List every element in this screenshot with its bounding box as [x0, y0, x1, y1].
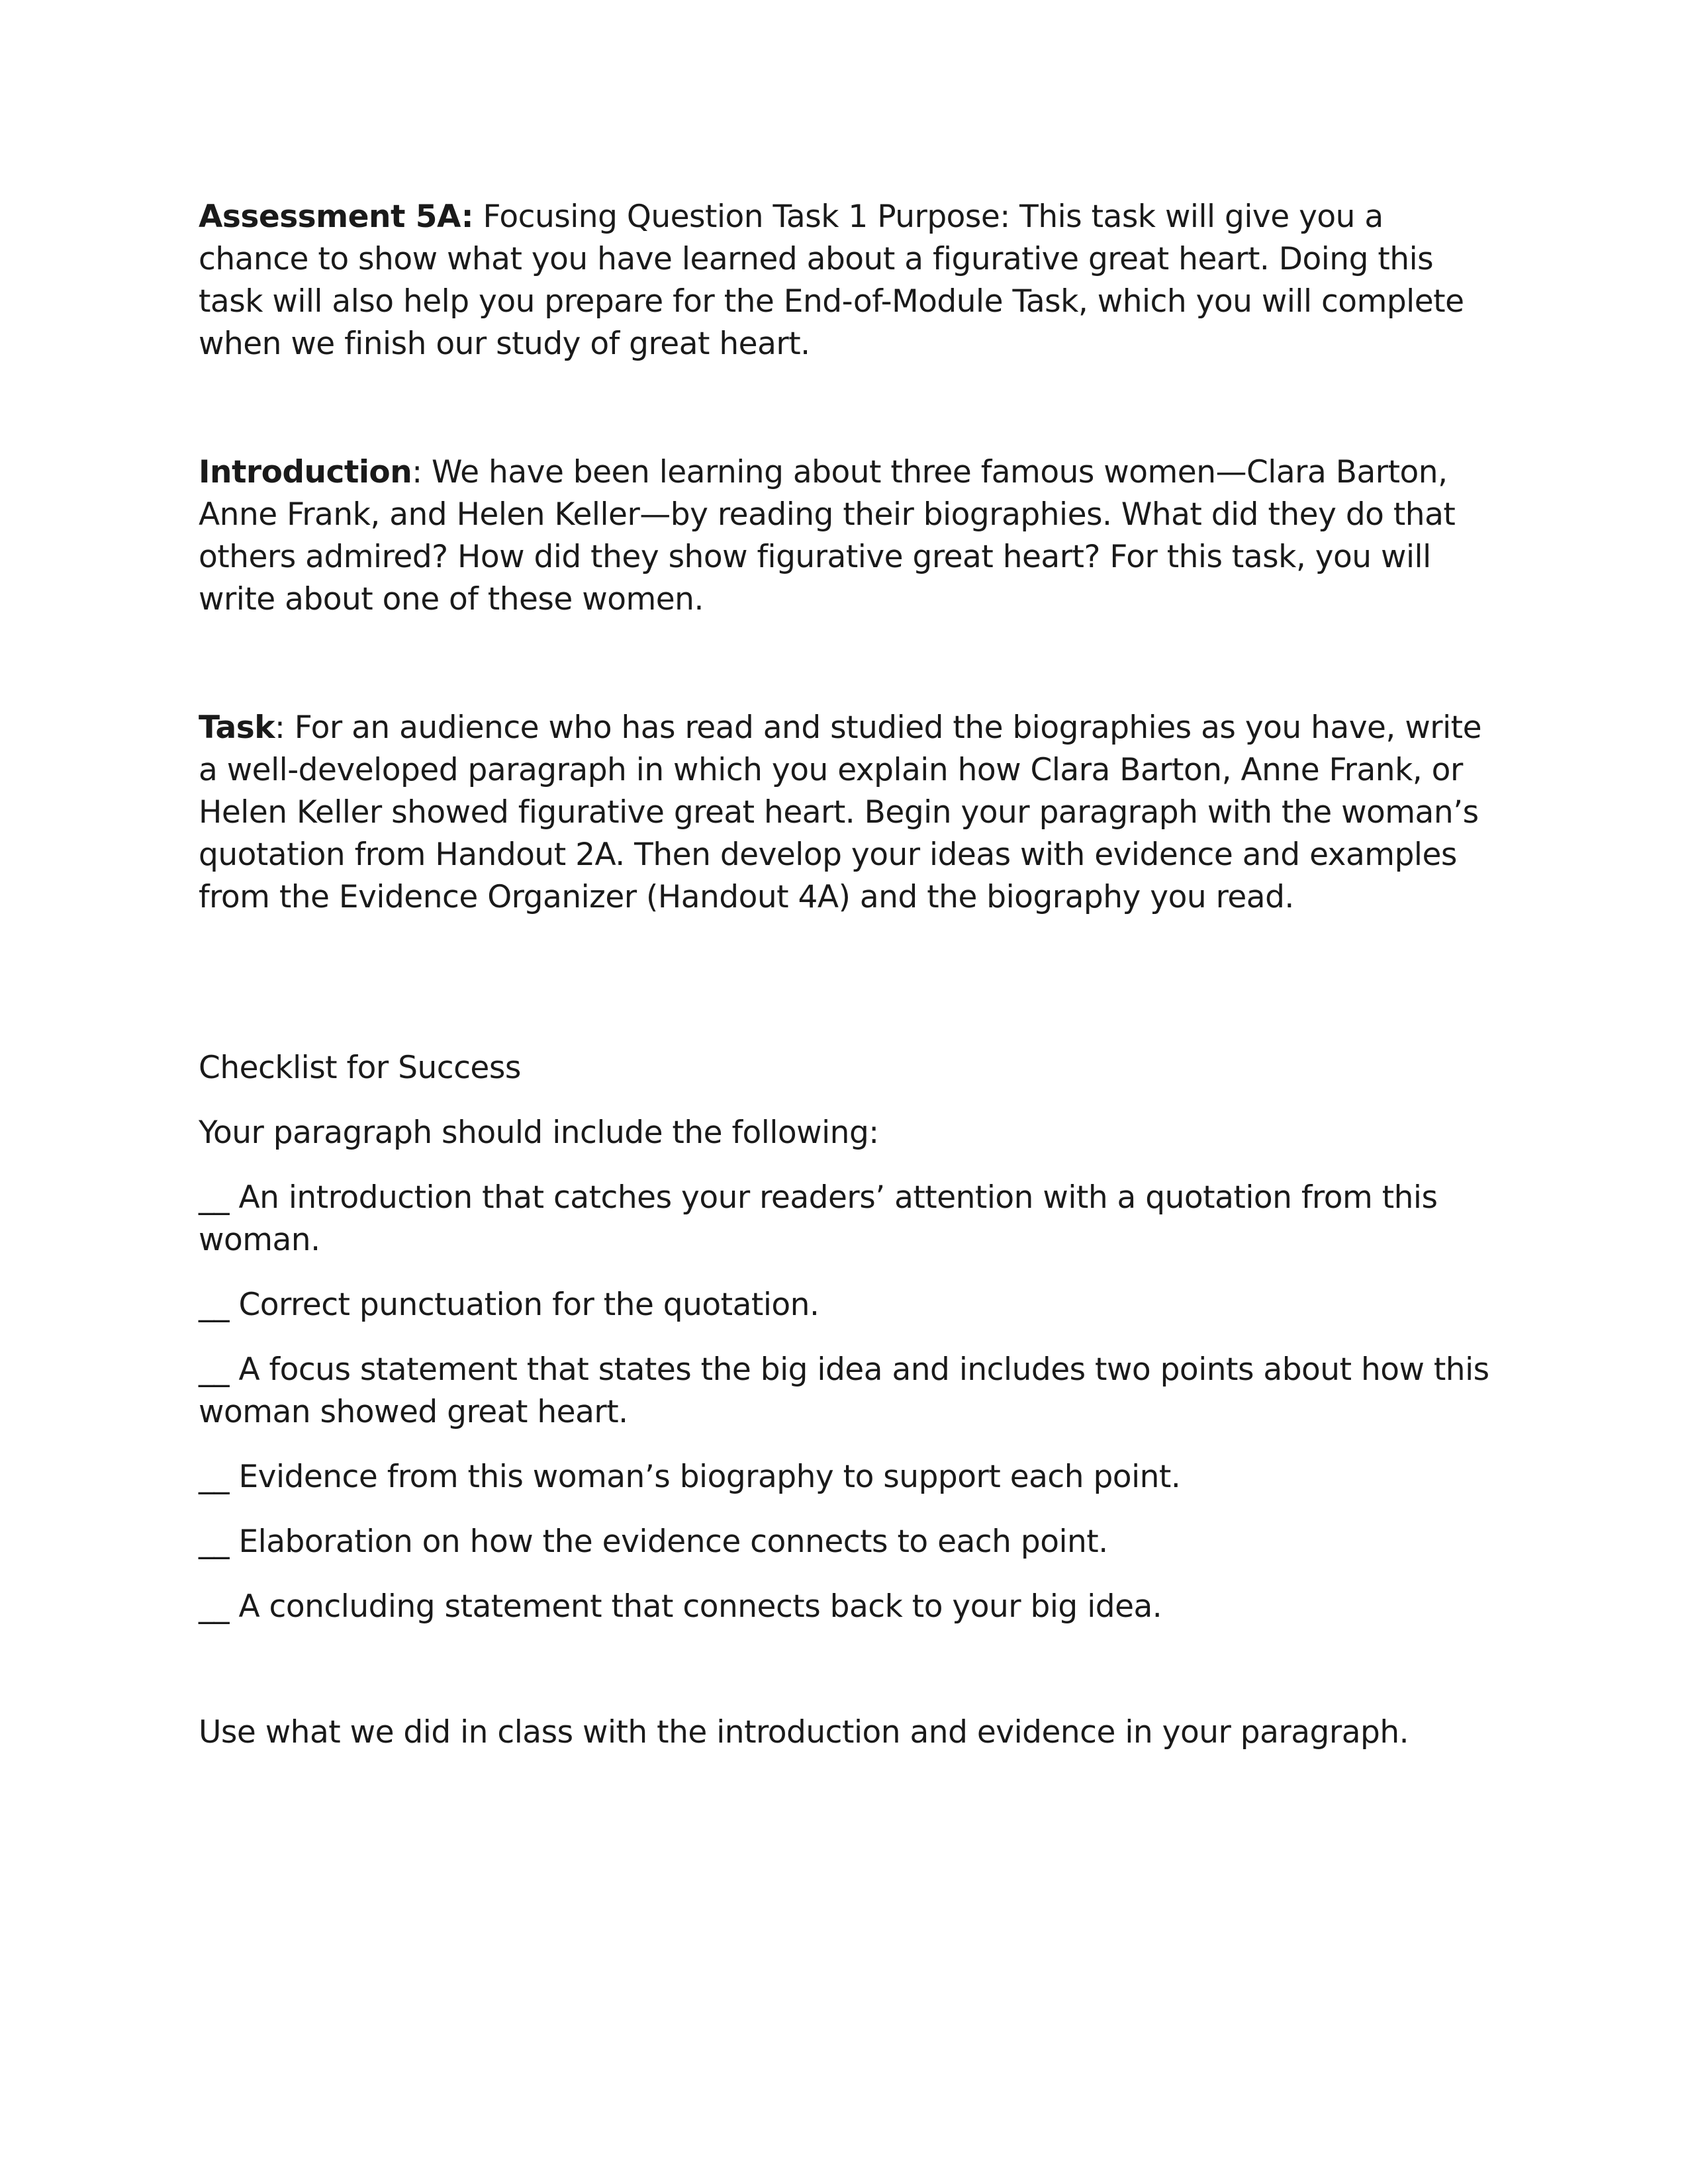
checklist-item: __ Elaboration on how the evidence connects to each point.: [199, 1524, 1108, 1560]
assessment-label: Assessment 5A:: [199, 199, 474, 235]
task-paragraph: [199, 707, 1496, 919]
task-label: Task: [199, 709, 275, 746]
footer-note: Use what we did in class with the introduction and evidence in your paragraph.: [199, 1714, 1409, 1751]
checklist: [199, 1177, 1496, 1651]
assessment-paragraph: [199, 196, 1496, 365]
checklist-intro: Your paragraph should include the following:: [199, 1115, 879, 1151]
checklist-item: __ Correct punctuation for the quotation.: [199, 1287, 820, 1323]
checklist-item: __ An introduction that catches your readers’ attention with a quotation from this woman.: [199, 1179, 1438, 1258]
introduction-label: Introduction: [199, 454, 412, 490]
checklist-item: __ A focus statement that states the big idea and includes two points about how this woman showed great heart.: [199, 1351, 1489, 1430]
task-text: : For an audience who has read and studied the biographies as you have, write a well-developed paragraph in which you explain how Clara Barton, Anne Frank, or Helen Keller showed figurative great heart. Begin your paragraph with the woman’s quotation from Handout 2A. Then develop your ideas with evidence and examples from the Evidence Organizer (Handout 4A) and the biography you read.: [199, 709, 1481, 915]
checklist-item: __ Evidence from this woman’s biography to support each point.: [199, 1459, 1181, 1495]
assessment-text: Focusing Question Task 1 Purpose: This task will give you a chance to show what you have learned about a figurative great heart. Doing this task will also help you prepare for the End-of-Module Task, which you will complete when we finish our study of great heart.: [199, 199, 1464, 362]
introduction-paragraph: [199, 451, 1496, 621]
checklist-title: Checklist for Success: [199, 1050, 521, 1086]
introduction-text: : We have been learning about three famous women—Clara Barton, Anne Frank, and Helen Keller—by reading their biographies. What did they do that others admired? How did they show figurative great heart? For this task, you will write about one of these women.: [199, 454, 1456, 617]
checklist-item: __ A concluding statement that connects back to your big idea.: [199, 1588, 1162, 1625]
